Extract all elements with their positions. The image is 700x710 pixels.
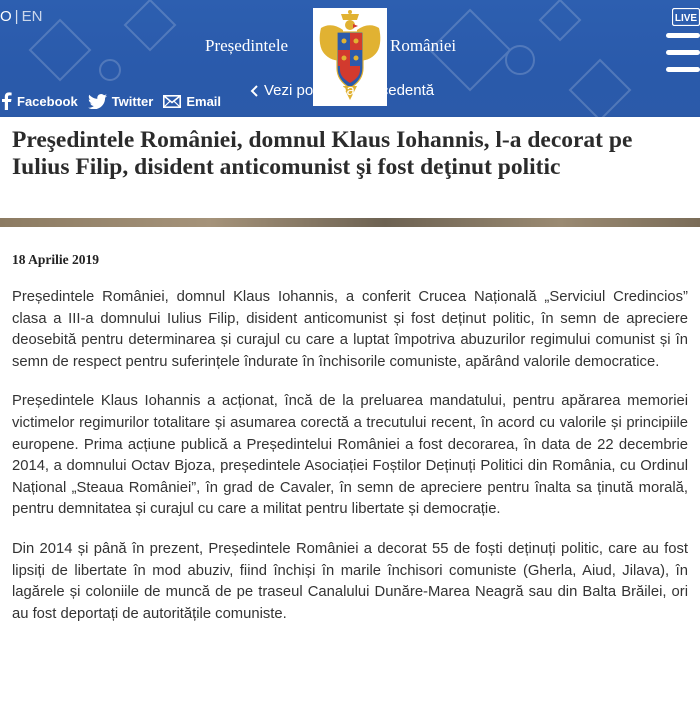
menu-bar-bottom — [666, 67, 700, 72]
article-paragraph-1: Președintele României, domnul Klaus Iohannis, a conferit Crucea Națională „Serviciul Credincios” clasa a III-a domnului Iulius Filip, disident anticomunist și fost deținut politic, în semn de apreciere deosebită pentru determinarea și curajul cu care a luptat împotriva abuzurilor regimului comunist și în semn de respect pentru suferințele îndurate în închisorile comuniste, apărând valorile democratice. — [12, 289, 688, 370]
article-date: 18 Aprilie 2019 — [12, 252, 99, 267]
header-photo-strip — [0, 218, 700, 227]
lang-separator: | — [14, 8, 19, 25]
facebook-icon — [0, 92, 12, 110]
language-switcher — [0, 8, 42, 25]
share-facebook-button[interactable] — [0, 92, 78, 110]
article-body — [12, 287, 688, 643]
lang-current[interactable]: O — [0, 8, 12, 25]
brand-text-right[interactable]: României — [390, 36, 457, 55]
facebook-label: Facebook — [17, 93, 78, 109]
title-band — [0, 117, 700, 222]
twitter-label: Twitter — [111, 93, 154, 109]
email-label: Email — [186, 93, 222, 109]
article-paragraph-3: Din 2014 și până în prezent, Președintele României a decorat 55 de foști deținuți politic, care au fost lipsiți de libertate în mod abuziv, fiind închiși în marile închisori comuniste (Gherla, Aiud, Jilava), în lagărele și coloniile de muncă de pe traseul Canalului Dunăre-Marea Neagră sau din Balta Brăilei, ori au fost deportați de autoritățile comuniste. — [12, 540, 688, 622]
twitter-icon — [88, 94, 107, 109]
lang-en-link[interactable]: EN — [21, 8, 43, 25]
live-icon[interactable] — [672, 8, 700, 26]
menu-bar-top — [666, 33, 700, 38]
live-label: LIVE — [674, 13, 698, 24]
chevron-left-icon — [250, 85, 258, 97]
site-header — [0, 0, 700, 117]
previous-post-label: Vezi postarea precedentă — [264, 82, 435, 99]
previous-post-link[interactable] — [250, 82, 434, 99]
article-title: Preşedintele României, domnul Klaus Iohannis, l-a decorat pe Iulius Filip, disident anticomunist şi fost deţinut politic — [12, 127, 633, 180]
share-email-button[interactable] — [163, 94, 221, 109]
brand-text-left[interactable]: Președintele — [205, 36, 289, 55]
menu-bar-middle — [666, 50, 700, 55]
share-bar — [0, 89, 231, 113]
email-icon — [163, 95, 181, 108]
article-paragraph-2: Președintele Klaus Iohannis a acționat, încă de la preluarea mandatului, pentru apărarea memoriei victimelor regimurilor totalitare și asumarea corectă a trecutului recent, în acord cu valorile și principiile europene. Prima acțiune publică a Președintelui României a fost decorarea, în data de 22 decembrie 2014, a domnului Octav Bjoza, președintele Asociației Foștilor Deținuți Politici din România, cu Ordinul Național „Steaua României”, în grad de Cavaler, în semn de apreciere pentru înalta sa ținută morală, pentru demnitatea și curajul cu care a militat pentru libertate și democrație. — [12, 393, 688, 518]
share-twitter-button[interactable] — [88, 94, 154, 109]
hamburger-menu-button[interactable] — [666, 33, 700, 75]
